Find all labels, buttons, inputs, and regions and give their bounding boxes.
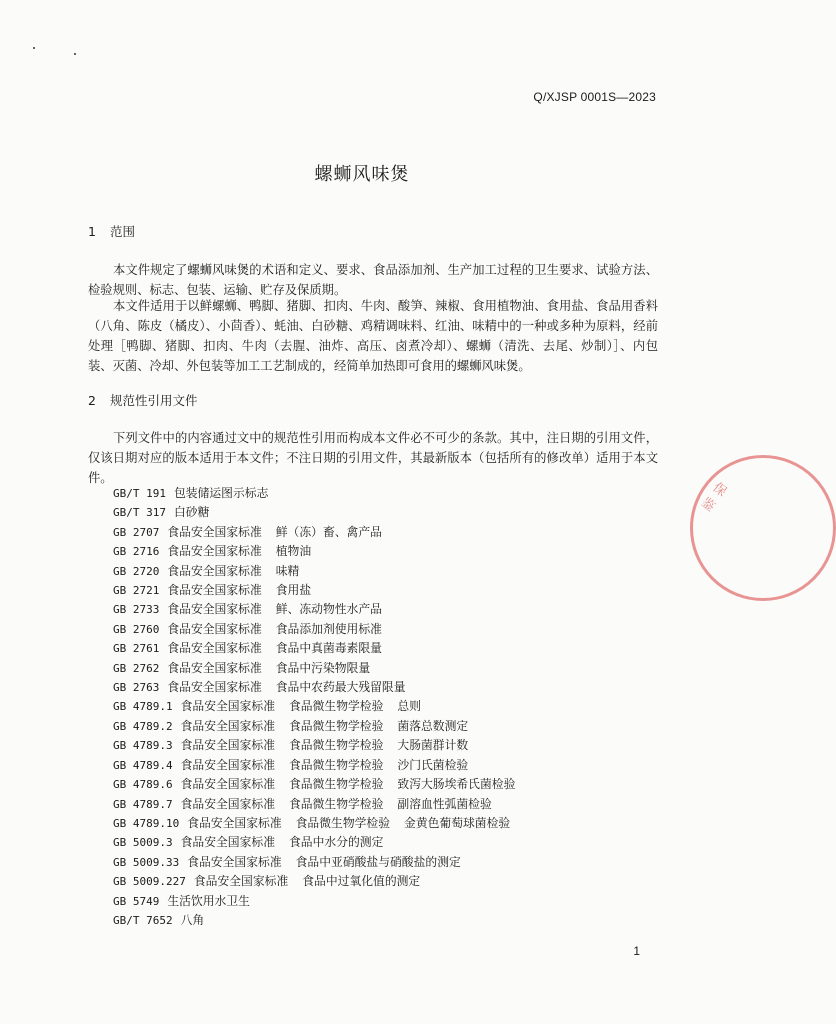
reference-title-part: 食品安全国家标准 bbox=[167, 563, 262, 578]
reference-title-part: 食品安全国家标准 bbox=[180, 699, 275, 714]
reference-item bbox=[113, 503, 529, 522]
reference-code: GB 4789.1 bbox=[113, 700, 173, 714]
reference-item bbox=[113, 814, 529, 833]
reference-code: GB/T 7652 bbox=[113, 913, 173, 927]
reference-code: GB 4789.4 bbox=[113, 758, 173, 772]
reference-item bbox=[113, 600, 529, 619]
reference-code: GB 2762 bbox=[113, 661, 160, 675]
reference-title-part: 食用盐 bbox=[275, 583, 312, 598]
section-heading-normative-references bbox=[88, 391, 198, 409]
reference-title-part: 食品中真菌毒素限量 bbox=[275, 641, 382, 656]
reference-item bbox=[113, 639, 529, 658]
reference-title-part: 食品微生物学检验 bbox=[295, 815, 391, 830]
reference-title-part: 食品安全国家标准 bbox=[167, 524, 262, 539]
section-number: 1 bbox=[88, 224, 96, 239]
reference-title-part: 食品安全国家标准 bbox=[167, 621, 262, 636]
reference-item bbox=[113, 872, 529, 891]
reference-title-part: 食品微生物学检验 bbox=[289, 699, 384, 714]
red-seal-stamp bbox=[690, 455, 836, 601]
reference-code: GB 5009.3 bbox=[113, 836, 173, 850]
reference-title-part: 食品安全国家标准 bbox=[180, 757, 275, 772]
reference-title-part: 总则 bbox=[397, 699, 421, 714]
reference-title-part: 大肠菌群计数 bbox=[397, 738, 469, 753]
reference-item bbox=[113, 775, 529, 794]
reference-code: GB 2720 bbox=[113, 564, 160, 578]
reference-code: GB 2733 bbox=[113, 603, 160, 617]
reference-title-part: 食品安全国家标准 bbox=[180, 835, 275, 850]
reference-item bbox=[113, 833, 529, 852]
reference-code: GB 2761 bbox=[113, 642, 160, 656]
reference-code: GB 4789.6 bbox=[113, 778, 173, 792]
reference-title-part: 食品中亚硝酸盐与硝酸盐的测定 bbox=[295, 854, 461, 869]
reference-item bbox=[113, 853, 529, 872]
section-heading-scope bbox=[88, 222, 135, 240]
reference-code: GB 4789.10 bbox=[113, 816, 180, 830]
reference-title-part: 食品安全国家标准 bbox=[167, 680, 262, 695]
reference-title-part: 食品安全国家标准 bbox=[180, 777, 275, 792]
red-seal-stamp-lettering: 保鉴 bbox=[697, 480, 730, 516]
reference-item bbox=[113, 581, 529, 600]
reference-code: GB/T 191 bbox=[113, 487, 166, 500]
reference-item bbox=[113, 736, 529, 755]
reference-item bbox=[113, 911, 529, 930]
reference-item bbox=[113, 756, 529, 775]
reference-code: GB 4789.7 bbox=[113, 797, 173, 811]
reference-item bbox=[113, 484, 529, 503]
reference-title-part: 副溶血性弧菌检验 bbox=[397, 796, 492, 811]
reference-title-part: 食品微生物学检验 bbox=[289, 738, 384, 753]
reference-title-part: 食品中过氧化值的测定 bbox=[302, 874, 421, 889]
reference-title-part: 食品添加剂使用标准 bbox=[275, 621, 382, 636]
page-number: 1 bbox=[633, 944, 640, 958]
scope-paragraph-1: 本文件规定了螺蛳风味煲的术语和定义、要求、食品添加剂、生产加工过程的卫生要求、试验方法、检验规则、标志、包装、运输、贮存及保质期。 bbox=[88, 263, 658, 297]
reference-code: GB 2721 bbox=[113, 584, 160, 598]
reference-title-part: 食品安全国家标准 bbox=[180, 738, 275, 753]
reference-title-part: 食品中污染物限量 bbox=[275, 660, 371, 675]
section-title: 范围 bbox=[109, 224, 135, 239]
section-title: 规范性引用文件 bbox=[109, 393, 198, 408]
reference-item bbox=[113, 620, 529, 639]
reference-code: GB 2716 bbox=[113, 545, 160, 559]
reference-code: GB 2707 bbox=[113, 525, 160, 539]
reference-item bbox=[113, 523, 529, 542]
normative-intro-paragraph: 下列文件中的内容通过文中的规范性引用而构成本文件必不可少的条款。其中，注日期的引用文件，仅该日期对应的版本适用于本文件；不注日期的引用文件，其最新版本（包括所有的修改单）适用于本文件。 bbox=[88, 431, 658, 485]
reference-code: GB 4789.2 bbox=[113, 719, 173, 733]
reference-title-part: 食品安全国家标准 bbox=[167, 583, 262, 598]
reference-item bbox=[113, 562, 529, 581]
reference-title-part: 味精 bbox=[275, 563, 300, 578]
reference-title-part: 沙门氏菌检验 bbox=[397, 757, 469, 772]
reference-title-part: 食品微生物学检验 bbox=[289, 777, 384, 792]
reference-title-part: 鲜、冻动物性水产品 bbox=[275, 602, 382, 617]
reference-title-part: 食品中农药最大残留限量 bbox=[275, 680, 406, 695]
reference-list bbox=[113, 484, 529, 930]
reference-title-part: 植物油 bbox=[275, 544, 312, 559]
reference-title-part: 致泻大肠埃希氏菌检验 bbox=[397, 777, 516, 792]
reference-title-part: 食品安全国家标准 bbox=[167, 544, 262, 559]
reference-title-part: 食品中水分的测定 bbox=[289, 835, 384, 850]
reference-item bbox=[113, 717, 529, 736]
reference-title-part: 食品安全国家标准 bbox=[187, 854, 282, 869]
reference-title-part: 食品安全国家标准 bbox=[180, 718, 275, 733]
reference-title-part: 食品安全国家标准 bbox=[187, 815, 282, 830]
reference-item bbox=[113, 892, 529, 911]
reference-code: GB 2760 bbox=[113, 622, 160, 636]
reference-title-part: 食品微生物学检验 bbox=[289, 718, 384, 733]
reference-code: GB/T 317 bbox=[113, 506, 166, 520]
reference-title-part: 白砂糖 bbox=[173, 505, 210, 520]
reference-title-part: 食品安全国家标准 bbox=[167, 641, 262, 656]
reference-title-part: 八角 bbox=[180, 912, 205, 927]
section-number: 2 bbox=[88, 393, 96, 408]
reference-code: GB 2763 bbox=[113, 681, 160, 695]
reference-code: GB 5749 bbox=[113, 894, 160, 908]
standard-code: Q/XJSP 0001S—2023 bbox=[533, 90, 656, 104]
document-title: 螺蛳风味煲 bbox=[314, 164, 410, 185]
scope-paragraph-2: 本文件适用于以鲜螺蛳、鸭脚、猪脚、扣肉、牛肉、酸笋、辣椒、食用植物油、食用盐、食品用香料（八角、陈皮（橘皮）、小茴香）、蚝油、白砂糖、鸡精调味料、红油、味精中的一种或多种为原料，经前处理［鸭脚、猪脚、扣肉、牛肉（去腥、油炸、高压、卤煮冷却）、螺蛳（清洗、去尾、炒制）］、内包装、灭菌、冷却、外包装等加工工艺制成的，经简单加热即可食用的螺蛳风味煲。 bbox=[88, 299, 658, 373]
reference-code: GB 4789.3 bbox=[113, 739, 173, 753]
reference-title-part: 食品微生物学检验 bbox=[289, 757, 384, 772]
reference-title-part: 食品安全国家标准 bbox=[167, 660, 262, 675]
reference-code: GB 5009.227 bbox=[113, 875, 186, 889]
reference-item bbox=[113, 697, 529, 716]
reference-title-part: 食品微生物学检验 bbox=[289, 796, 384, 811]
reference-title-part: 生活饮用水卫生 bbox=[167, 893, 250, 908]
scan-speck bbox=[33, 47, 35, 49]
reference-title-part: 包装储运图示标志 bbox=[173, 486, 269, 500]
reference-title-part: 鲜（冻）畜、禽产品 bbox=[275, 524, 382, 539]
reference-item bbox=[113, 659, 529, 678]
reference-item bbox=[113, 542, 529, 561]
reference-title-part: 食品安全国家标准 bbox=[167, 602, 262, 617]
reference-item bbox=[113, 795, 529, 814]
reference-code: GB 5009.33 bbox=[113, 855, 180, 869]
reference-title-part: 食品安全国家标准 bbox=[180, 796, 275, 811]
reference-item bbox=[113, 678, 529, 697]
reference-title-part: 食品安全国家标准 bbox=[193, 874, 289, 889]
scan-speck bbox=[74, 53, 76, 55]
reference-title-part: 金黄色葡萄球菌检验 bbox=[404, 815, 511, 830]
reference-title-part: 菌落总数测定 bbox=[397, 718, 469, 733]
